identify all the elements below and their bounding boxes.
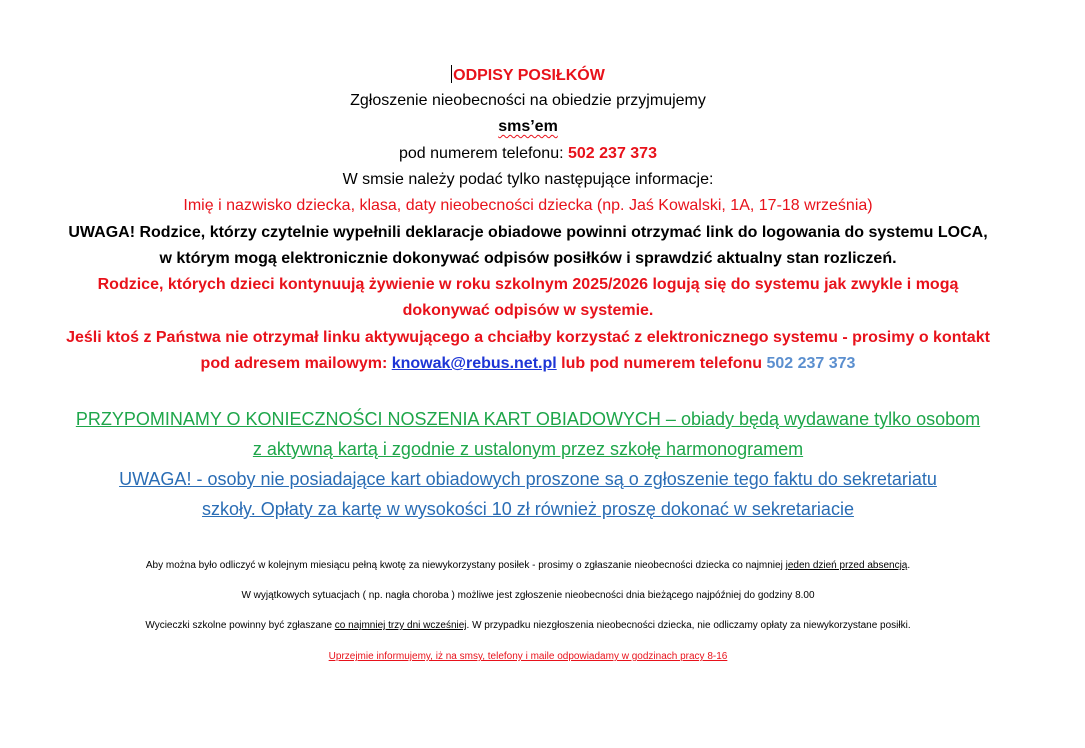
footer-p1-underlined: jeden dzień przed absencją	[785, 560, 908, 571]
contact-notice-line-2	[0, 355, 1056, 373]
page-title: ODPISY POSIŁKÓW	[453, 67, 605, 84]
footer-paragraph-1	[0, 560, 1056, 572]
text-cursor	[451, 65, 452, 83]
info-details: Imię i nazwisko dziecka, klasa, daty nieobecności dziecka (np. Jaś Kowalski, 1A, 17-18 września)	[183, 197, 873, 214]
contact-prefix: pod adresem mailowym:	[200, 355, 392, 372]
loca-notice-line-2: w którym mogą elektronicznie dokonywać odpisów posiłków i sprawdzić aktualny stan rozliczeń.	[159, 250, 897, 267]
cards-reminder-line-4: szkoły. Opłaty za kartę w wysokości 10 zł również proszę dokonać w sekretariacie	[202, 499, 854, 519]
footer-paragraph-2: W wyjątkowych sytuacjach ( np. nagła choroba ) możliwe jest zgłoszenie nieobecności dnia bieżącego najpóźniej do godziny 8.00	[241, 590, 815, 601]
footer-p3-underlined: co najmniej trzy dni wcześniej	[334, 620, 467, 631]
loca-notice-line-1: UWAGA! Rodzice, którzy czytelnie wypełnili deklaracje obiadowe powinni otrzymać link do logowania do systemu LOCA,	[68, 224, 988, 241]
title-line	[0, 65, 1056, 85]
info-line: W smsie należy podać tylko następujące informacje:	[342, 171, 714, 188]
footer-p1-end: .	[907, 560, 911, 571]
email-link[interactable]: knowak@rebus.net.pl	[391, 355, 557, 372]
contact-middle: lub pod numerem telefonu	[556, 355, 767, 372]
phone-line	[0, 145, 1056, 163]
continue-notice-line-1: Rodzice, których dzieci kontynuują żywienie w roku szkolnym 2025/2026 logują się do systemu jak zwykle i mogą	[97, 276, 959, 293]
intro-line-1: Zgłoszenie nieobecności na obiedzie przyjmujemy	[350, 92, 706, 109]
cards-reminder-line-1: PRZYPOMINAMY O KONIECZNOŚCI NOSZENIA KART OBIADOWYCH – obiady będą wydawane tylko osobom	[75, 409, 981, 429]
footer-p1-text: Aby można było odliczyć w kolejnym miesiącu pełną kwotę za niewykorzystany posiłek - prosimy o zgłaszanie nieobecności dziecka co najmniej	[145, 560, 786, 571]
footer-p3-end: . W przypadku niezgłoszenia nieobecności dziecka, nie odliczamy opłaty za niewykorzystane posiłki.	[466, 620, 911, 631]
cards-reminder-line-2: z aktywną kartą i zgodnie z ustalonym przez szkołę harmonogramem	[252, 439, 804, 459]
phone-number: 502 237 373	[568, 145, 657, 162]
footer-paragraph-3	[0, 620, 1056, 632]
intro-line-2	[0, 118, 1056, 136]
footer-p3-start: Wycieczki szkolne powinny być zgłaszane	[145, 620, 335, 631]
sms-word: sms’em	[498, 118, 558, 135]
phone-label: pod numerem telefonu:	[399, 145, 568, 162]
continue-notice-line-2: dokonywać odpisów w systemie.	[402, 302, 654, 319]
contact-notice-line-1: Jeśli ktoś z Państwa nie otrzymał linku aktywującego a chciałby korzystać z elektronicznego systemu - prosimy o kontakt	[66, 329, 990, 346]
footer-paragraph-4: Uprzejmie informujemy, iż na smsy, telefony i maile odpowiadamy w godzinach pracy 8-16	[328, 651, 728, 662]
contact-phone-number: 502 237 373	[766, 355, 856, 372]
cards-reminder-line-3: UWAGA! - osoby nie posiadające kart obiadowych proszone są o zgłoszenie tego faktu do sekretariatu	[119, 469, 937, 489]
